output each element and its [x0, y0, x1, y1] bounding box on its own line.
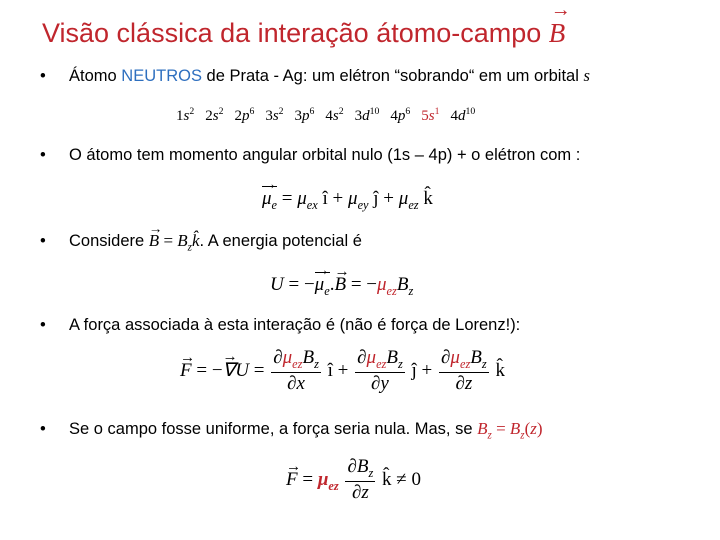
bullet-3-text-pre: Considere — [69, 232, 149, 250]
bullet-dot: • — [40, 420, 46, 438]
electron-configuration — [176, 106, 486, 125]
equation-force-nonzero: → $F = \mu_{ez}$ $\frac{\partial B_z}{\partial z}$ k̂ ≠ 0 — [286, 457, 421, 504]
bullet-dot: • — [40, 316, 46, 334]
bullet-1-var: s — [583, 66, 590, 85]
orbital-term: $4p^6$ — [390, 106, 411, 124]
bullet-1 — [40, 66, 590, 86]
equation-mu-e: → $\mu_e = \mu_{ex}$ î + $\mu_{ey}$ ĵ + $\mu_{ez}$ k̂ — [262, 186, 433, 213]
orbital-term: $4d^{10}$ — [450, 106, 476, 124]
bullet-3-math: → $B = B_zk̂$ — [149, 231, 200, 250]
bullet-1-text-pre: Átomo — [69, 67, 122, 85]
bullet-1-accent: NEUTROS — [121, 67, 202, 85]
bullet-5-math: $B_z = B_z(z)$ — [477, 419, 543, 442]
orbital-term: $1s^2$ — [176, 106, 195, 124]
bullet-4-text: A força associada à esta interação é (não é força de Lorenz!): — [69, 316, 521, 334]
bullet-dot: • — [40, 146, 46, 164]
orbital-term: $2s^2$ — [205, 106, 224, 124]
orbital-term: $3s^2$ — [265, 106, 284, 124]
orbital-term: $3d^{10}$ — [354, 106, 380, 124]
slide-title — [42, 18, 565, 49]
slide-title-text: Visão clássica da interação átomo-campo — [42, 18, 542, 48]
bullet-4 — [40, 316, 520, 335]
bullet-dot: • — [40, 232, 46, 250]
bullet-2-text: O átomo tem momento angular orbital nulo (1s – 4p) + o elétron com : — [69, 146, 581, 164]
bullet-1-text-post: de Prata - Ag: um elétron “sobrando“ em um orbital — [201, 67, 584, 85]
title-vector-symbol: → B — [549, 18, 566, 49]
orbital-term: $4s^2$ — [325, 106, 344, 124]
bullet-3-text-post: . A energia potencial é — [199, 232, 362, 250]
bullet-dot: • — [40, 67, 46, 85]
bullet-3 — [40, 231, 362, 253]
bullet-5 — [40, 419, 543, 441]
orbital-term: $2p^6$ — [234, 106, 255, 124]
equation-force: → F = −→ ∇U = $\frac{\partial\mu_{ez}B_z}{\partial x}$ î + $\frac{\partial\mu_{ez}B_z}{\partial y}$ ĵ + $\frac{\partial\mu_{ez}B_z}{\partial z}$ k̂ — [180, 348, 505, 395]
bullet-2 — [40, 146, 580, 165]
equation-potential: U = −→ $\mu_e.\to B = -\mu_{ez}B_z$ — [270, 272, 413, 299]
orbital-term: $3p^6$ — [294, 106, 315, 124]
orbital-term: $5s^1$ — [421, 106, 440, 124]
bullet-5-text: Se o campo fosse uniforme, a força seria nula. Mas, se — [69, 420, 478, 438]
